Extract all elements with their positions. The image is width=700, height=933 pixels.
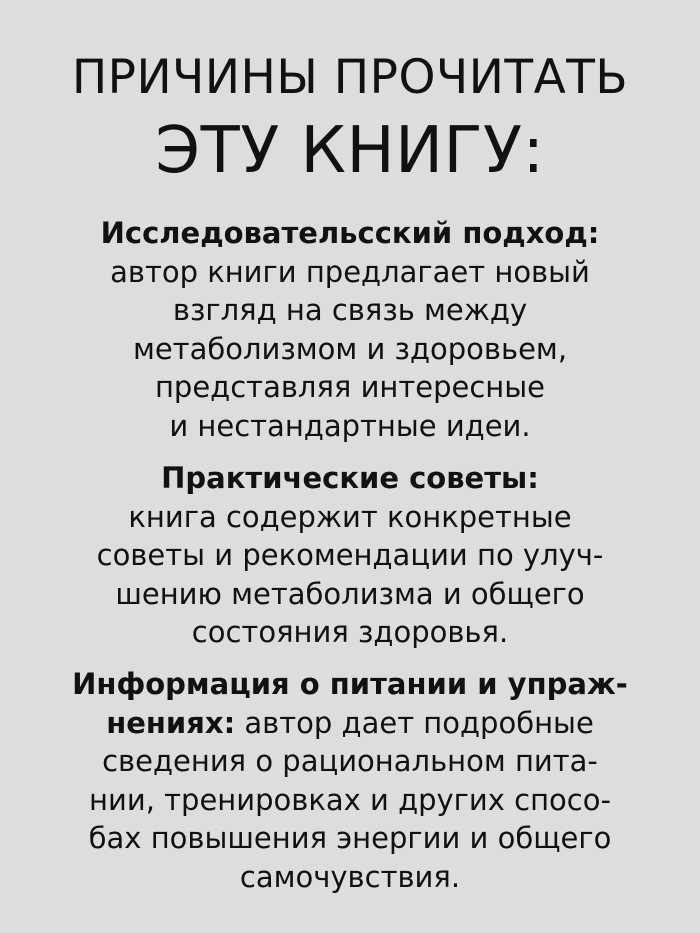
section-text-line: метаболизмом и здоровьем, xyxy=(132,331,568,366)
section-heading-continuation: нениях: xyxy=(106,705,236,740)
section-text-line: самочувствия. xyxy=(239,859,461,894)
title-line-2: ЭТУ КНИГУ: xyxy=(155,114,545,188)
section-research-approach xyxy=(0,214,700,445)
section-text-inline: автор дает подробные xyxy=(235,705,594,740)
section-nutrition-exercise xyxy=(0,665,700,896)
title-line-1: ПРИЧИНЫ ПРОЧИТАТЬ xyxy=(71,50,629,105)
section-heading: Исследовательсский подход: xyxy=(100,216,600,250)
section-text-line: и нестандартные идеи. xyxy=(169,408,531,443)
section-text-line: бах повышения энергии и общего xyxy=(88,821,612,855)
section-text-line: представляя интересные xyxy=(154,370,546,404)
section-text-line: книга содержит конкретные xyxy=(128,499,572,534)
section-text-line: шению метаболизма и общего xyxy=(115,576,585,611)
section-text-line xyxy=(0,704,700,743)
section-text-line: сведения о рациональном пита- xyxy=(102,744,598,778)
section-text-line: советы и рекомендации по улуч- xyxy=(96,538,604,572)
section-heading: Информация о питании и упраж- xyxy=(72,667,628,701)
section-text-line: взгляд на связь между xyxy=(172,293,528,327)
section-heading: Практические советы: xyxy=(161,461,539,495)
section-text-line: состояния здоровья. xyxy=(191,615,509,649)
section-text-line: нии, тренировках и других спосо- xyxy=(89,782,611,817)
section-practical-advice xyxy=(0,459,700,652)
section-text-line: автор книги предлагает новый xyxy=(110,254,590,289)
